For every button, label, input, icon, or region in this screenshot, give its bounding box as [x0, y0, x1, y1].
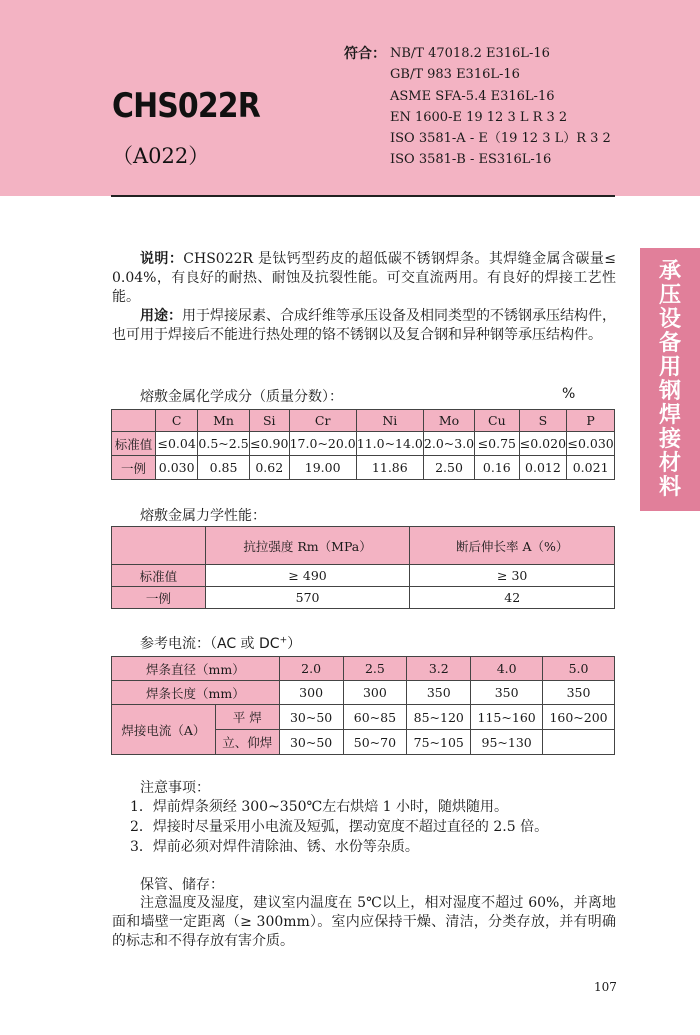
standards-list — [390, 43, 611, 171]
standard-item: ASME SFA-5.4 E316L-16 — [390, 88, 555, 104]
table-row — [112, 587, 615, 609]
storage-heading: 保管、储存： — [140, 877, 224, 893]
sub-row-header: 平 焊 — [215, 705, 279, 730]
notes-list — [130, 797, 548, 857]
column-header: Si — [249, 410, 289, 432]
table-cell: 42 — [410, 587, 615, 609]
table-cell: 0.021 — [567, 456, 615, 480]
column-header: Mn — [198, 410, 250, 432]
current-heading — [140, 633, 301, 653]
table-cell: 2.0~3.0 — [423, 432, 474, 456]
mechanical-heading: 熔敷金属力学性能： — [140, 508, 266, 524]
column-header: Ni — [356, 410, 423, 432]
table-cell: 0.85 — [198, 456, 250, 480]
product-title: CHS022R — [112, 86, 260, 126]
table-cell: 2.0 — [279, 657, 343, 681]
table-cell: 115~160 — [471, 705, 543, 730]
table-cell: 160~200 — [543, 705, 615, 730]
standards-label: 符合： — [344, 46, 386, 62]
table-cell: 0.16 — [475, 456, 519, 480]
row-header: 标准值 — [112, 565, 206, 587]
table-header-row — [112, 410, 615, 432]
side-tab-char: 用 — [658, 354, 681, 380]
table-cell: 60~85 — [343, 705, 407, 730]
current-heading-sup: + — [279, 635, 288, 646]
row-header: 焊接电流（A） — [112, 705, 216, 755]
table-cell: 19.00 — [289, 456, 356, 480]
table-cell: ≤0.04 — [156, 432, 198, 456]
chemical-unit: % — [562, 386, 576, 402]
table-cell: 0.62 — [249, 456, 289, 480]
description-text: CHS022R 是钛钙型药皮的超低碳不锈钢焊条。其焊缝金属含碳量≤ 0.04%，有良好的耐热、耐蚀及抗裂性能。可交直流两用。有良好的焊接工艺性能。 — [112, 251, 616, 305]
row-header: 焊条长度（mm） — [112, 681, 280, 705]
side-tab-char: 材 — [658, 450, 681, 476]
description-paragraph — [112, 250, 616, 307]
mechanical-table — [111, 526, 615, 609]
table-cell: ≤0.75 — [475, 432, 519, 456]
column-header: P — [567, 410, 615, 432]
page-number: 107 — [594, 980, 617, 994]
sub-row-header: 立、仰焊 — [215, 730, 279, 755]
table-cell: 2.5 — [343, 657, 407, 681]
column-header: Cu — [475, 410, 519, 432]
chemical-heading: 熔敷金属化学成分（质量分数）： — [140, 389, 343, 405]
list-item: 1．焊前焊条须经 300~350℃左右烘焙 1 小时，随烘随用。 — [130, 799, 508, 815]
table-row — [112, 705, 615, 730]
side-tab-char: 料 — [658, 474, 681, 500]
table-cell — [543, 730, 615, 755]
header-divider — [111, 195, 615, 197]
table-cell: 3.2 — [407, 657, 471, 681]
table-cell: 0.030 — [156, 456, 198, 480]
table-cell: 0.5~2.5 — [198, 432, 250, 456]
column-header: C — [156, 410, 198, 432]
table-cell: 5.0 — [543, 657, 615, 681]
table-cell: 4.0 — [471, 657, 543, 681]
table-cell: 2.50 — [423, 456, 474, 480]
storage-text: 注意温度及湿度，建议室内温度在 5℃以上，相对湿度不超过 60%，并离地面和墙壁一定距离（≥ 300mm）。室内应保持干燥、清洁，分类存放，并有明确的标志和不得存放有害介质。 — [112, 895, 616, 949]
table-cell: 75~105 — [407, 730, 471, 755]
row-header: 标准值 — [112, 432, 156, 456]
column-header: S — [519, 410, 567, 432]
table-cell: 300 — [279, 681, 343, 705]
table-cell: 350 — [407, 681, 471, 705]
side-tab-char: 承 — [658, 258, 681, 284]
column-header: 抗拉强度 Rm（MPa） — [205, 527, 410, 565]
table-cell: 350 — [543, 681, 615, 705]
column-header: Mo — [423, 410, 474, 432]
row-header: 焊条直径（mm） — [112, 657, 280, 681]
table-cell: ≥ 490 — [205, 565, 410, 587]
current-table — [111, 656, 615, 755]
table-cell: 300 — [343, 681, 407, 705]
table-cell: ≤0.90 — [249, 432, 289, 456]
table-cell: 50~70 — [343, 730, 407, 755]
column-header: 断后伸长率 A（%） — [410, 527, 615, 565]
column-header: Cr — [289, 410, 356, 432]
list-item: 3．焊前必须对焊件清除油、锈、水份等杂质。 — [130, 839, 419, 855]
side-tab-char: 设 — [658, 306, 681, 332]
description-label: 说明： — [140, 251, 184, 267]
table-cell: 30~50 — [279, 705, 343, 730]
table-header-row — [112, 527, 615, 565]
current-heading-text: 参考电流：（AC 或 DC — [140, 636, 280, 652]
side-tab-char: 备 — [658, 330, 681, 356]
table-corner — [112, 410, 156, 432]
table-cell: 0.012 — [519, 456, 567, 480]
table-cell: ≤0.020 — [519, 432, 567, 456]
table-row — [112, 681, 615, 705]
table-cell: 85~120 — [407, 705, 471, 730]
table-cell: 11.0~14.0 — [356, 432, 423, 456]
side-tab-char: 焊 — [658, 402, 681, 428]
product-subtitle: （A022） — [112, 144, 210, 168]
table-cell: ≥ 30 — [410, 565, 615, 587]
table-cell: 11.86 — [356, 456, 423, 480]
table-cell: 17.0~20.0 — [289, 432, 356, 456]
row-header: 一例 — [112, 587, 206, 609]
standard-item: GB/T 983 E316L-16 — [390, 67, 520, 83]
table-cell: ≤0.030 — [567, 432, 615, 456]
current-heading-end: ） — [287, 636, 302, 652]
table-cell: 350 — [471, 681, 543, 705]
side-category-tab — [640, 248, 700, 511]
table-cell: 30~50 — [279, 730, 343, 755]
usage-text: 用于焊接尿素、合成纤维等承压设备及相同类型的不锈钢承压结构件，也可用于焊接后不能进行热处理的铬不锈钢以及复合钢和异种钢等承压结构件。 — [112, 308, 616, 343]
side-tab-char: 压 — [658, 282, 681, 308]
table-row — [112, 432, 615, 456]
side-tab-char: 接 — [658, 426, 681, 452]
table-cell: 570 — [205, 587, 410, 609]
table-corner — [112, 527, 206, 565]
chemical-table — [111, 409, 615, 480]
standard-item: ISO 3581-A - E（19 12 3 L）R 3 2 — [390, 131, 611, 147]
row-header: 一例 — [112, 456, 156, 480]
usage-label: 用途： — [140, 308, 182, 324]
table-row — [112, 657, 615, 681]
standard-item: EN 1600-E 19 12 3 L R 3 2 — [390, 109, 568, 125]
notes-heading: 注意事项： — [140, 780, 210, 796]
table-row — [112, 456, 615, 480]
standard-item: NB/T 47018.2 E316L-16 — [390, 46, 550, 61]
list-item: 2．焊接时尽量采用小电流及短弧，摆动宽度不超过直径的 2.5 倍。 — [130, 819, 549, 835]
standard-item: ISO 3581-B - ES316L-16 — [390, 152, 552, 168]
table-cell: 95~130 — [471, 730, 543, 755]
usage-paragraph — [112, 307, 616, 345]
side-tab-char: 钢 — [658, 378, 681, 404]
table-row — [112, 565, 615, 587]
